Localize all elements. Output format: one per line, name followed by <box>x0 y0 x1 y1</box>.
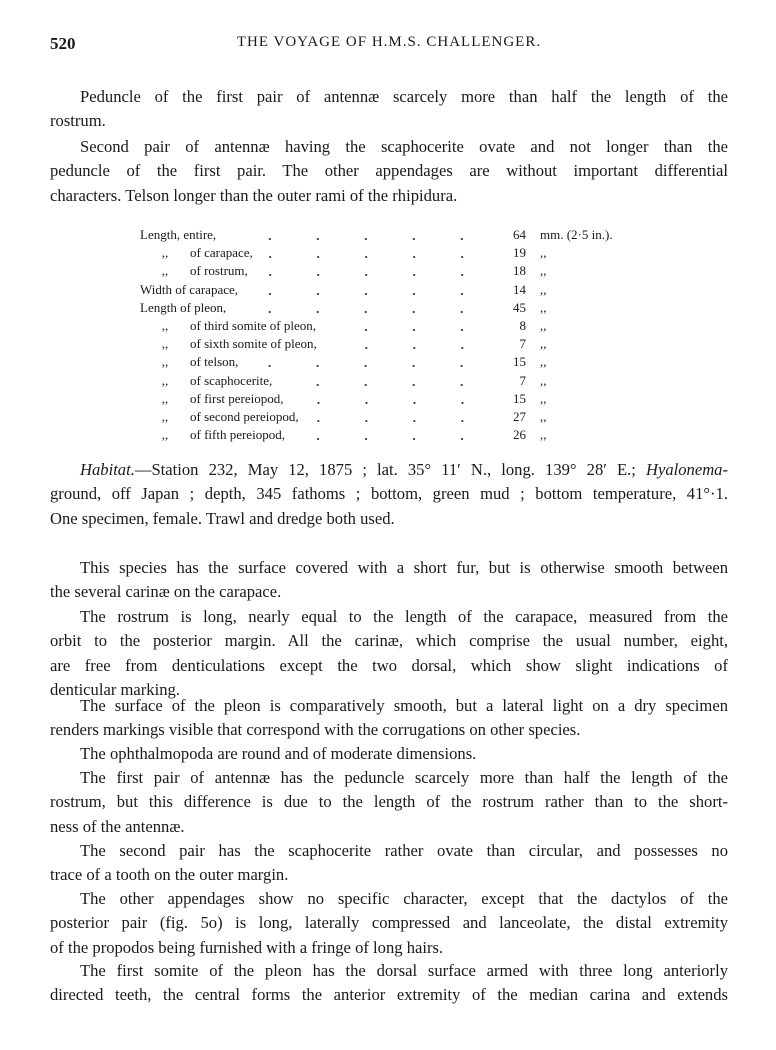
text-line: One specimen, female. Trawl and dredge both used. <box>50 508 395 528</box>
body-paragraph <box>50 556 728 605</box>
body-paragraph <box>50 605 728 702</box>
dot-leader <box>282 372 486 390</box>
measurement-label: of fifth pereiopod, <box>190 427 285 443</box>
measurement-label: of first pereiopod, <box>190 390 284 406</box>
measurement-row <box>140 299 650 317</box>
text-line: This species has the surface covered with a short fur, but is otherwise smooth between <box>80 558 728 577</box>
text-line: The surface of the pleon is comparatively smooth, but a lateral light on a dry specimen <box>80 696 728 715</box>
text-line: The first somite of the pleon has the dorsal surface armed with three long anteriorly <box>80 961 728 980</box>
text-line: denticular marking. <box>50 679 180 699</box>
page-number: 520 <box>50 34 76 53</box>
measurement-unit: ,, <box>540 408 547 424</box>
measurement-row <box>140 353 650 371</box>
text-line: the several carinæ on the carapace. <box>50 582 282 602</box>
text-line: posterior pair (fig. 5o) is long, laterally compressed and lanceolate, the distal extremity <box>50 913 728 933</box>
measurement-row <box>140 317 650 335</box>
text-line: renders markings visible that correspond with the corrugations on other species. <box>50 720 581 740</box>
ditto-mark: ,, <box>161 408 169 424</box>
measurement-label: of scaphocerite, <box>190 372 273 388</box>
dot-leader <box>327 335 486 353</box>
measurement-value: 15 <box>513 354 526 370</box>
measurement-label: of sixth somite of pleon, <box>190 336 317 352</box>
measurement-label: of rostrum, <box>190 263 248 279</box>
measurement-row <box>140 390 650 408</box>
dot-leader <box>236 299 486 317</box>
text-line: are free from denticulations except the two dorsal, which show slight indications of <box>50 655 728 675</box>
measurement-unit: ,, <box>540 372 547 388</box>
measurement-unit: ,, <box>540 317 547 333</box>
measurements-table <box>140 226 650 444</box>
measurement-unit: mm. (2·5 in.). <box>540 227 613 242</box>
running-title: THE VOYAGE OF H.M.S. CHALLENGER. <box>236 34 542 50</box>
measurement-value: 45 <box>513 299 526 315</box>
measurement-row <box>140 426 650 444</box>
measurement-value: 15 <box>513 390 526 406</box>
ditto-mark: ,, <box>161 390 169 406</box>
habitat-paragraph <box>50 458 728 531</box>
measurement-label: of carapace, <box>190 245 253 261</box>
measurement-unit: ,, <box>540 336 547 352</box>
text-line: of the propodos being furnished with a fringe of long hairs. <box>50 937 444 957</box>
text-line: The rostrum is long, nearly equal to the length of the carapace, measured from the <box>80 607 728 626</box>
ditto-mark: ,, <box>161 336 169 352</box>
dot-leader <box>248 281 486 299</box>
text-line: The first pair of antennæ has the peduncle scarcely more than half the length of the <box>80 768 728 787</box>
ditto-mark: ,, <box>161 354 169 370</box>
running-header <box>50 34 728 58</box>
text-line: The ophthalmopoda are round and of moderate dimensions. <box>80 744 477 763</box>
body-paragraph <box>50 887 728 960</box>
text-line: The second pair has the scaphocerite rather ovate than circular, and possesses no <box>80 841 728 860</box>
text-line: peduncle of the first pair. The other appendages are without important differential <box>50 161 728 181</box>
body-paragraph <box>50 959 728 1008</box>
measurement-label: of second pereiopod, <box>190 408 299 424</box>
measurement-value: 27 <box>513 408 526 424</box>
measurement-label: Width of carapace, <box>140 281 239 297</box>
measurement-unit: ,, <box>540 263 547 279</box>
measurement-label: of third somite of pleon, <box>190 317 317 333</box>
measurement-label: Length, entire, <box>140 227 217 242</box>
paragraph-peduncle <box>50 85 728 134</box>
dot-leader <box>309 408 486 426</box>
text-line: trace of a tooth on the outer margin. <box>50 865 289 885</box>
measurement-row <box>140 281 650 299</box>
measurement-value: 18 <box>513 263 526 279</box>
ditto-mark: ,, <box>161 372 169 388</box>
dot-leader <box>263 244 486 262</box>
measurement-row <box>140 244 650 262</box>
text-line: directed teeth, the central forms the anterior extremity of the median carina and extends <box>50 985 728 1005</box>
measurement-unit: ,, <box>540 245 547 261</box>
ditto-mark: ,, <box>161 427 169 443</box>
habitat-label: Habitat. <box>80 460 135 479</box>
measurement-row <box>140 262 650 280</box>
measurement-row <box>140 372 650 390</box>
body-paragraph <box>50 742 728 766</box>
body-paragraph <box>50 839 728 888</box>
measurement-unit: ,, <box>540 354 547 370</box>
text-line: rostrum. <box>50 111 106 131</box>
measurement-value: 64 <box>513 227 526 242</box>
measurement-unit: ,, <box>540 281 547 297</box>
text-line: rostrum, but this difference is due to the length of the rostrum rather than to the short- <box>50 792 728 812</box>
measurement-unit: ,, <box>540 299 547 315</box>
measurement-value: 14 <box>513 281 526 297</box>
measurement-label: Length of pleon, <box>140 299 227 315</box>
measurement-row <box>140 408 650 426</box>
dot-leader <box>258 262 486 280</box>
body-paragraph <box>50 694 728 743</box>
measurement-value: 7 <box>519 336 526 352</box>
dot-leader <box>294 390 486 408</box>
measurement-value: 19 <box>513 245 526 261</box>
measurement-row <box>140 335 650 353</box>
ground-name: Hyalonema- <box>645 460 729 479</box>
measurement-unit: ,, <box>540 427 547 443</box>
measurement-label: of telson, <box>190 354 239 370</box>
measurement-row <box>140 226 650 244</box>
measurement-value: 8 <box>519 317 526 333</box>
dot-leader <box>295 426 486 444</box>
dot-leader <box>226 226 486 244</box>
text-line: The other appendages show no specific character, except that the dactylos of the <box>80 889 728 908</box>
text-line: ground, off Japan ; depth, 345 fathoms ; bottom, green mud ; bottom temperature, 41°·1. <box>50 484 728 504</box>
dot-leader <box>326 317 486 335</box>
body-paragraph <box>50 766 728 839</box>
ditto-mark: ,, <box>161 245 169 261</box>
measurement-value: 26 <box>513 427 526 443</box>
paragraph-second-antennae <box>50 135 728 208</box>
text-line: ness of the antennæ. <box>50 816 185 836</box>
measurement-unit: ,, <box>540 390 547 406</box>
dot-leader <box>248 353 486 371</box>
text-line: characters. Telson longer than the outer rami of the rhipidura. <box>50 185 458 205</box>
text-line: orbit to the posterior margin. All the carinæ, which comprise the usual number, eight, <box>50 631 728 651</box>
text-line: Second pair of antennæ having the scaphocerite ovate and not longer than the <box>80 137 728 156</box>
measurement-value: 7 <box>519 372 526 388</box>
text-line: —Station 232, May 12, 1875 ; lat. 35° 11′ N., long. 139° 28′ E.; <box>134 460 636 479</box>
ditto-mark: ,, <box>161 263 169 279</box>
text-line: Peduncle of the first pair of antennæ scarcely more than half the length of the <box>80 87 728 106</box>
ditto-mark: ,, <box>161 317 169 333</box>
